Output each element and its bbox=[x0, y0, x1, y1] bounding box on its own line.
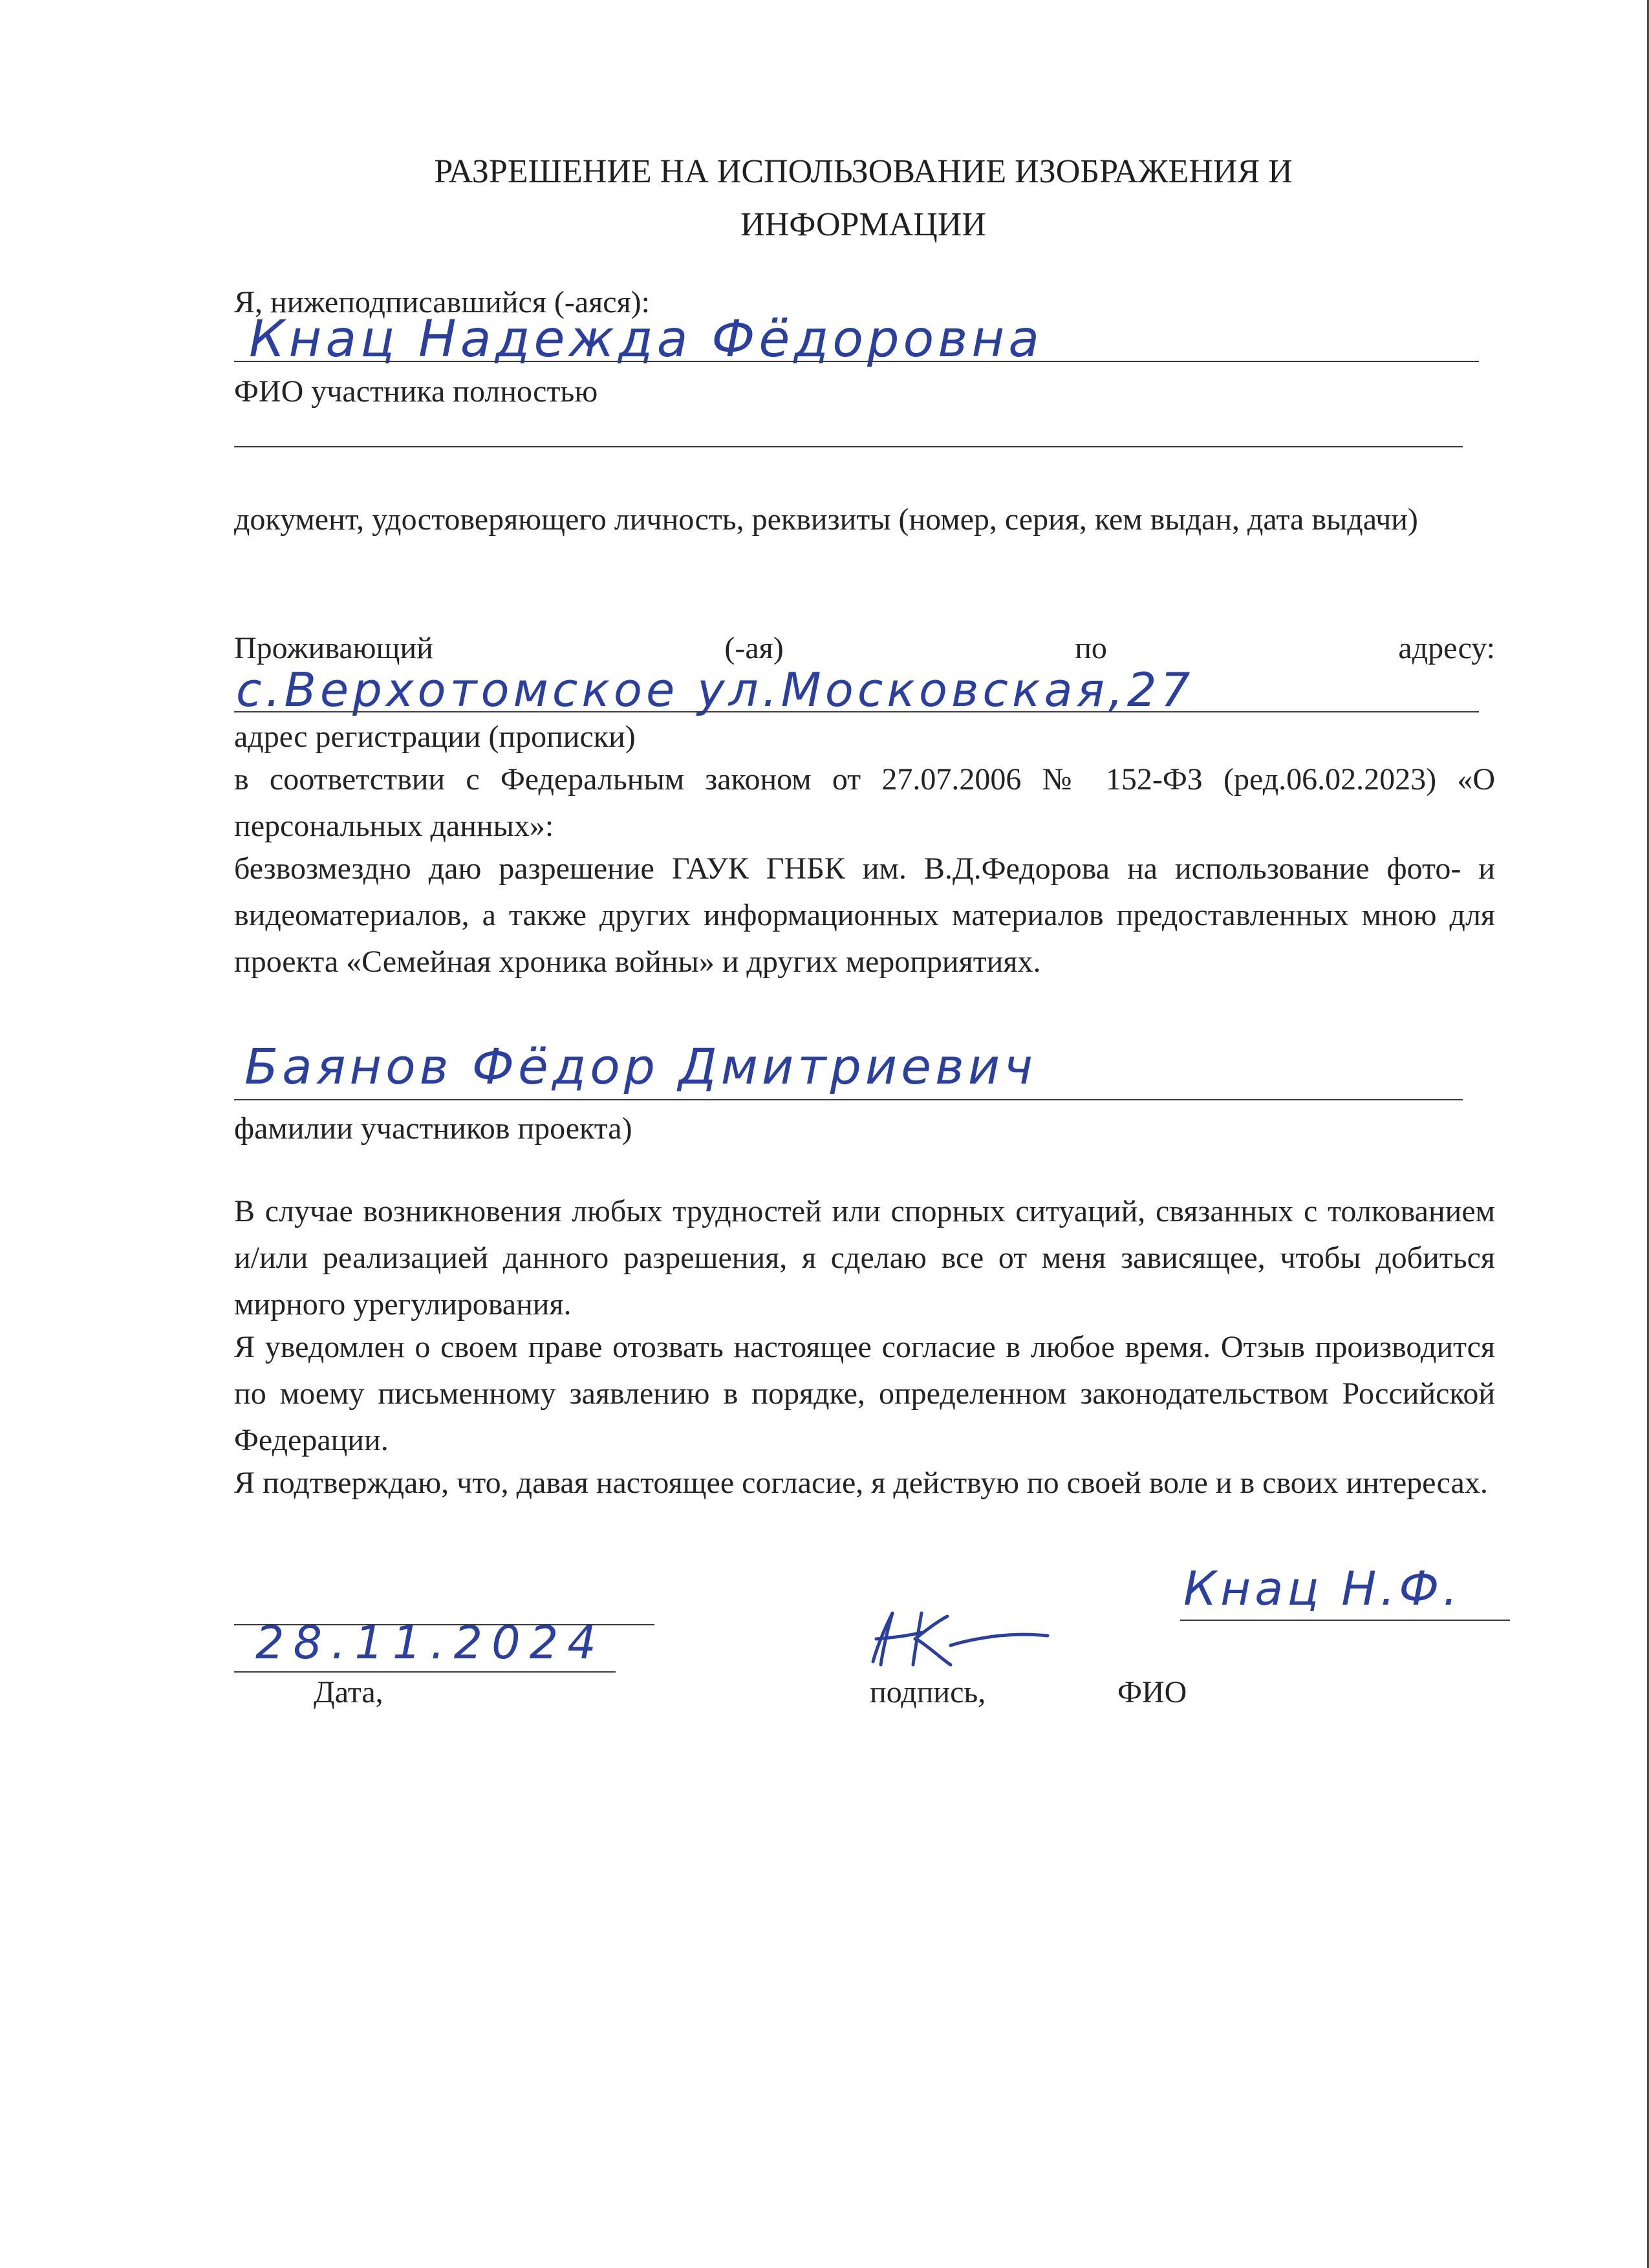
handwritten-signature bbox=[854, 1600, 1061, 1684]
document-title bbox=[233, 145, 1494, 251]
id-document-underline bbox=[234, 446, 1463, 447]
address-underline bbox=[234, 711, 1479, 712]
title-line-1: РАЗРЕШЕНИЕ НА ИСПОЛЬЗОВАНИЕ ИЗОБРАЖЕНИЯ И bbox=[434, 153, 1293, 190]
title-line-2: ИНФОРМАЦИИ bbox=[740, 206, 986, 243]
permission-paragraph: безвозмездно даю разрешение ГАУК ГНБК им. В.Д.Федорова на использование фото- и видеоматериалов, а также других информационных материалов предоставленных мною для проекта «Семейная хроника войны» и других мероприятиях. bbox=[234, 851, 1495, 979]
revoke-paragraph: Я уведомлен о своем праве отозвать настоящее согласие в любое время. Отзыв производится по моему письменному заявлению в порядке, определенном законодательством Российской Федерации. bbox=[234, 1330, 1495, 1457]
fio-underline bbox=[1180, 1620, 1510, 1621]
date-underline bbox=[234, 1671, 616, 1673]
fio-caption: ФИО bbox=[1117, 1675, 1187, 1709]
project-participant-handwritten: Баянов Фёдор Дмитриевич bbox=[244, 1038, 1037, 1095]
participants-underline bbox=[234, 1099, 1463, 1100]
project-participants-caption: фамилии участников проекта) bbox=[234, 1111, 632, 1146]
address-caption: адрес регистрации (прописки) bbox=[234, 720, 636, 754]
id-document-caption: документ, удостоверяющего личность, реквизиты (номер, серия, кем выдан, дата выдачи) bbox=[234, 502, 1418, 537]
residing-word-2: (-ая) bbox=[724, 631, 784, 665]
participant-name-handwritten: Кнац Надежда Фёдоровна bbox=[249, 310, 1043, 369]
residing-line bbox=[234, 630, 1495, 666]
signed-date-handwritten: 28.11.2024 bbox=[255, 1616, 605, 1669]
address-handwritten: с.Верхотомское ул.Московская,27 bbox=[236, 663, 1194, 717]
law-paragraph: в соответствии с Федеральным законом от 27.07.2006 № 152-ФЗ (ред.06.02.2023) «О персональных данных»: bbox=[234, 762, 1495, 843]
dispute-paragraph: В случае возникновения любых трудностей или спорных ситуаций, связанных с толкованием и/или реализацией данного разрешения, я сделаю все от меня зависящее, чтобы добиться мирного урегулирования. bbox=[234, 1194, 1495, 1321]
date-caption: Дата, bbox=[314, 1675, 383, 1709]
name-underline bbox=[234, 361, 1479, 362]
undersigned-label: Я, нижеподписавшийся (-аяся): bbox=[234, 285, 650, 319]
confirm-paragraph: Я подтверждаю, что, давая настоящее согласие, я действую по своей воле и в своих интересах. bbox=[234, 1466, 1488, 1500]
signature-caption: подпись, bbox=[870, 1675, 986, 1709]
residing-word-4: адресу: bbox=[1398, 631, 1495, 665]
residing-word-3: по bbox=[1075, 631, 1107, 665]
full-name-caption: ФИО участника полностью bbox=[234, 374, 598, 409]
residing-word-1: Проживающий bbox=[234, 631, 433, 665]
signed-fio-handwritten: Кнац Н.Ф. bbox=[1183, 1561, 1462, 1616]
date-underline-top bbox=[234, 1624, 654, 1625]
